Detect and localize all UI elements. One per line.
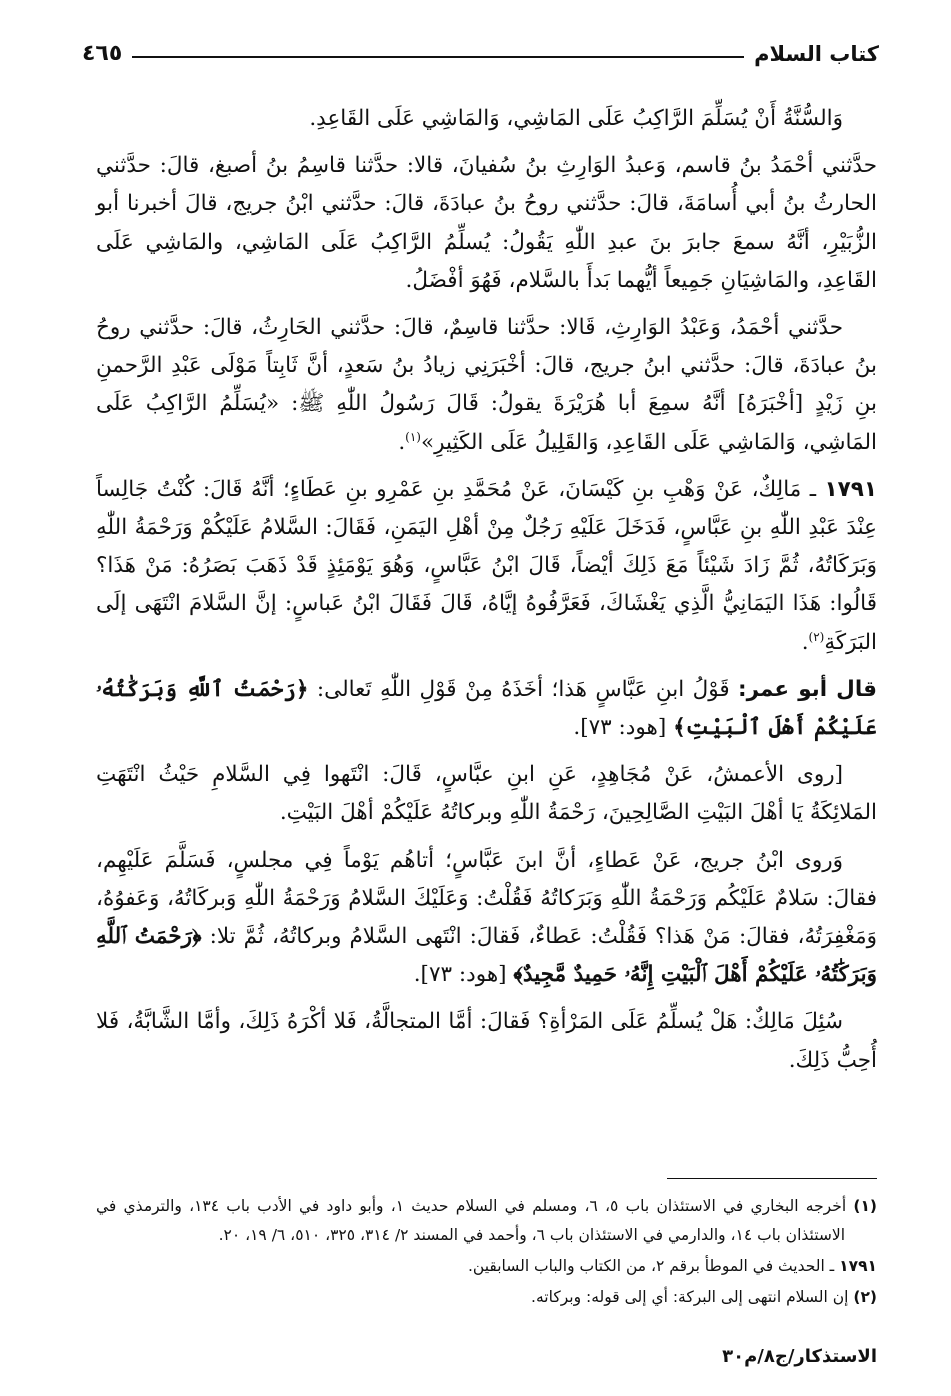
print-signature: الاستذكار/ج٨/م٣٠ (722, 1346, 877, 1367)
header-rule (132, 56, 744, 58)
footnote-ref-1[interactable]: (١) (405, 429, 421, 444)
paragraph-text: سُئِلَ مَالِكٌ: هَلْ يُسلِّمُ عَلَى المَرْأةِ؟ فَقالَ: أمَّا المتجالَّةُ، فَلا أكْرَهُ ذَلِكَ، وأمَّا الشَّابَّةُ، فَلا أُحِبُّ ذَلِكَ. (96, 1009, 877, 1073)
paragraph: حدَّثني أحْمَدُ، وَعَبْدُ الوَارِثِ، قَالا: حدَّثنا قاسِمٌ، قالَ: حدَّثني الحَارِثُ، قالَ: حدَّثني روحُ بنُ عبادَةَ، قالَ: حدَّثني ابنُ جريج، قالَ: أخْبَرَنِي زيادُ بنُ سَعدٍ، أنَّ ثَابِتاً مَوْلَى عَبْدِ الرَّحمنِ بنِ زَيْدٍ [أخْبَرَهُ] أنَّهُ سمِعَ أبا هُرَيْرَةَ يقولُ: قَالَ رَسُولُ اللّٰهِ ﷺ: «يُسَلِّمُ الرَّاكِبُ عَلَى المَاشِي، وَالمَاشِي عَلَى القَاعِدِ، وَالقَلِيلُ عَلَى الكَثِيرِ»$^{(١)}$. (96, 315, 877, 455)
running-header (82, 30, 879, 70)
paragraph (96, 756, 877, 832)
footnote-ref-2[interactable]: (٢) (808, 629, 825, 644)
footnote-text: ـ الحديث في الموطأ برقم ٢، من الكتاب والباب السابقين. (467, 1257, 835, 1275)
paragraph (96, 147, 877, 300)
hadith-number: ١٧٩١ (824, 476, 877, 502)
footnote-1 (96, 1192, 877, 1250)
footnote-separator (667, 1178, 877, 1179)
paragraph-text: حدَّثني أحْمَدُ، وَعَبْدُ الوَارِثِ، قَالا: حدَّثنا قاسِمٌ، قالَ: حدَّثني الحَارِثُ، قالَ: حدَّثني روحُ بنُ عبادَةَ، قالَ: حدَّثني ابنُ جريج، قالَ: أخْبَرَنِي زيادُ بنُ سَعدٍ، أنَّ ثَابِتاً مَوْلَى عَبْدِ الرَّحمنِ بنِ زَيْدٍ [أخْبَرَهُ] أنَّهُ سمِعَ أبا هُرَيْرَةَ يقولُ: قَالَ رَسُولُ اللّٰهِ ﷺ: «يُسَلِّمُ الرَّاكِبُ عَلَى المَاشِي، وَالمَاشِي عَلَى القَاعِدِ، وَالقَلِيلُ عَلَى الكَثِيرِ» (96, 315, 877, 455)
footnote-label: (٢) (853, 1288, 877, 1306)
paragraph-text: حدَّثني أحْمَدُ بنُ قاسم، وَعبدُ الوَارِثِ بنُ سُفيانَ، قالا: حدَّثنا قاسِمُ بنُ أصبغ، قالَ: حدَّثني الحارثُ بنُ أبي أُسامَةَ، قالَ: حدَّثني روحُ بنُ عبادَةَ، قالَ: حدَّثني ابْنُ جريج، قالَ أخبرنا أبو الزُّبَيْرِ، أنَّهُ سمعَ جابرَ بنَ عبدِ اللّٰهِ يَقُولُ: يُسلِّمُ الرَّاكِبُ عَلَى المَاشِي، والمَاشِي عَلَى القَاعِدِ، والمَاشِيَانِ جَمِيعاً أيُّهما بَدأَ بالسَّلام، فَهُوَ أفْضَلُ. (96, 153, 877, 293)
paragraph-text: قَوْلُ ابنِ عَبَّاسٍ هَذا؛ أخَذَهُ مِنْ قَوْلِ اللّٰهِ تَعالى: (316, 676, 730, 702)
paragraph (96, 100, 877, 138)
paragraph-text: وَروى ابْنُ جريج، عَنْ عَطاءٍ، أنَّ ابنَ عَبَّاسٍ؛ أتاهُم يَوْماً فِي مجلسٍ، فَسَلَّمَ عَلَيْهِم، فقالَ: سَلامٌ عَلَيْكُم وَرَحْمَةُ اللّٰهِ وَبَرَكاتُهُ فَقُلْتُ: وَعَلَيْكَ السَّلامُ وَرَحْمَةُ اللّٰهِ وَبركَاتُهُ، وَعَفوُهُ، وَمَغْفِرَتُهُ، فقالَ: مَنْ هَذا؟ فَقُلْتُ: عَطاءٌ، فَقالَ: انْتَهى السَّلامُ وبركاتُهُ، ثُمَّ تلا: (96, 847, 877, 950)
verse-reference: [هود: ٧٣]. (413, 962, 507, 988)
footnote-label: ١٧٩١ (839, 1257, 877, 1275)
footnotes (96, 1192, 877, 1314)
paragraph-text: [روى الأعمشُ، عَنْ مُجَاهِدٍ، عَنِ ابنِ عبَّاسٍ، قَالَ: انْتَهوا فِي السَّلامِ حَيْثُ انْتَهَتِ المَلائِكَةُ يَا أهْلَ البَيْتِ الصَّالِحِينَ، رَحْمَةُ اللّٰهِ وبركاتُهُ عَلَيْكُمْ أهْلَ البَيْتِ. (96, 762, 877, 826)
paragraph (96, 842, 877, 995)
book-title: كتاب السلام (754, 42, 879, 66)
quran-verse: ﴿رَحْمَتُ ٱللَّهِ وَبَرَكَٰتُهُۥ عَلَيْكُمْ أَهْلَ ٱلْبَيْتِ إِنَّهُۥ حَمِيدٌ مَّجِيدٌ﴾ (96, 924, 877, 988)
footnote-label: (١) (853, 1197, 878, 1215)
speaker-label: قال أبو عمر: (738, 676, 877, 702)
main-text (96, 100, 877, 1089)
footnote-text: أخرجه البخاري في الاستئذان باب ٥، ٦، ومسلم في السلام حديث ١، وأبو داود في الأدب باب ١٣٤، والترمذي في الاستئذان باب ١٤، والدارمي في الاستئذان باب ٦، وأحمد في المسند ٢/ ٣١٤، ٣٢٥، ٥١٠، ٦/ ١٩، ٢٠. (96, 1197, 847, 1244)
footnote-text: إن السلام انتهى إلى البركة: أي إلى قوله: وبركاته. (531, 1288, 849, 1306)
page-number: ٤٦٥ (82, 41, 123, 66)
footnote-hadith (96, 1252, 877, 1281)
paragraph-text: ـ مَالِكٌ، عَنْ وَهْبِ بنِ كَيْسَانَ، عَنْ مُحَمَّدِ بنِ عَمْرِو بنِ عَطَاءٍ؛ أنَّهُ قَالَ: كُنْتُ جَالِساً عِنْدَ عَبْدِ اللّٰهِ بنِ عَبَّاسٍ، فَدَخَلَ عَلَيْهِ رَجُلٌ مِنْ أهْلِ اليَمَنِ، فَقَالَ: السَّلامُ عَلَيْكُمْ وَرَحْمَةُ اللّٰهِ وَبَرَكَاتُهُ، ثُمَّ زَادَ شَيْئاً مَعَ ذَلِكَ أيْضاً، قَالَ ابْنُ عَبَّاسٍ، وَهُوَ يَوْمَئِذٍ قَدْ ذَهَبَ بَصَرُهُ: مَنْ هَذَا؟ قَالُوا: هَذَا اليَمَانِيُّ الَّذِي يَغْشَاكَ، فَعَرَّفُوهُ إيَّاهُ، قَالَ فَقَالَ ابْنُ عَباسٍ: إنَّ السَّلامَ انْتَهَى إلَى البَرَكَةِ (96, 476, 877, 655)
verse-reference: [هود: ٧٣]. (573, 715, 667, 741)
paragraph-text: وَالسُّنَّةُ أَنْ يُسَلِّمَ الرَّاكِبُ عَلَى المَاشِي، وَالمَاشِي عَلَى القَاعِدِ. (309, 106, 843, 131)
commentary-paragraph (96, 671, 877, 747)
quran-verse: ﴿رَحْمَتُ ٱللَّهِ وَبَرَكَٰتُهُۥ عَلَيْكُمْ أَهْلَ ٱلْبَيْتِ﴾ (96, 676, 877, 741)
paragraph (96, 1003, 877, 1079)
footnote-2 (96, 1283, 877, 1312)
hadith-paragraph: ١٧٩١ ـ مَالِكٌ، عَنْ وَهْبِ بنِ كَيْسَانَ، عَنْ مُحَمَّدِ بنِ عَمْرِو بنِ عَطَاءٍ؛ أنَّهُ قَالَ: كُنْتُ جَالِساً عِنْدَ عَبْدِ اللّٰهِ بنِ عَبَّاسٍ، فَدَخَلَ عَلَيْهِ رَجُلٌ مِنْ أهْلِ اليَمَنِ، فَقَالَ: السَّلامُ عَلَيْكُمْ وَرَحْمَةُ اللّٰهِ وَبَرَكَاتُهُ، ثُمَّ زَادَ شَيْئاً مَعَ ذَلِكَ أيْضاً، قَالَ ابْنُ عَبَّاسٍ، وَهُوَ يَوْمَئِذٍ قَدْ ذَهَبَ بَصَرُهُ: مَنْ هَذَا؟ قَالُوا: هَذَا اليَمَانِيُّ الَّذِي يَغْشَاكَ، فَعَرَّفُوهُ إيَّاهُ، قَالَ فَقَالَ ابْنُ عَباسٍ: إنَّ السَّلامَ انْتَهَى إلَى البَرَكَةِ$^{(٢)}$. (96, 476, 877, 655)
